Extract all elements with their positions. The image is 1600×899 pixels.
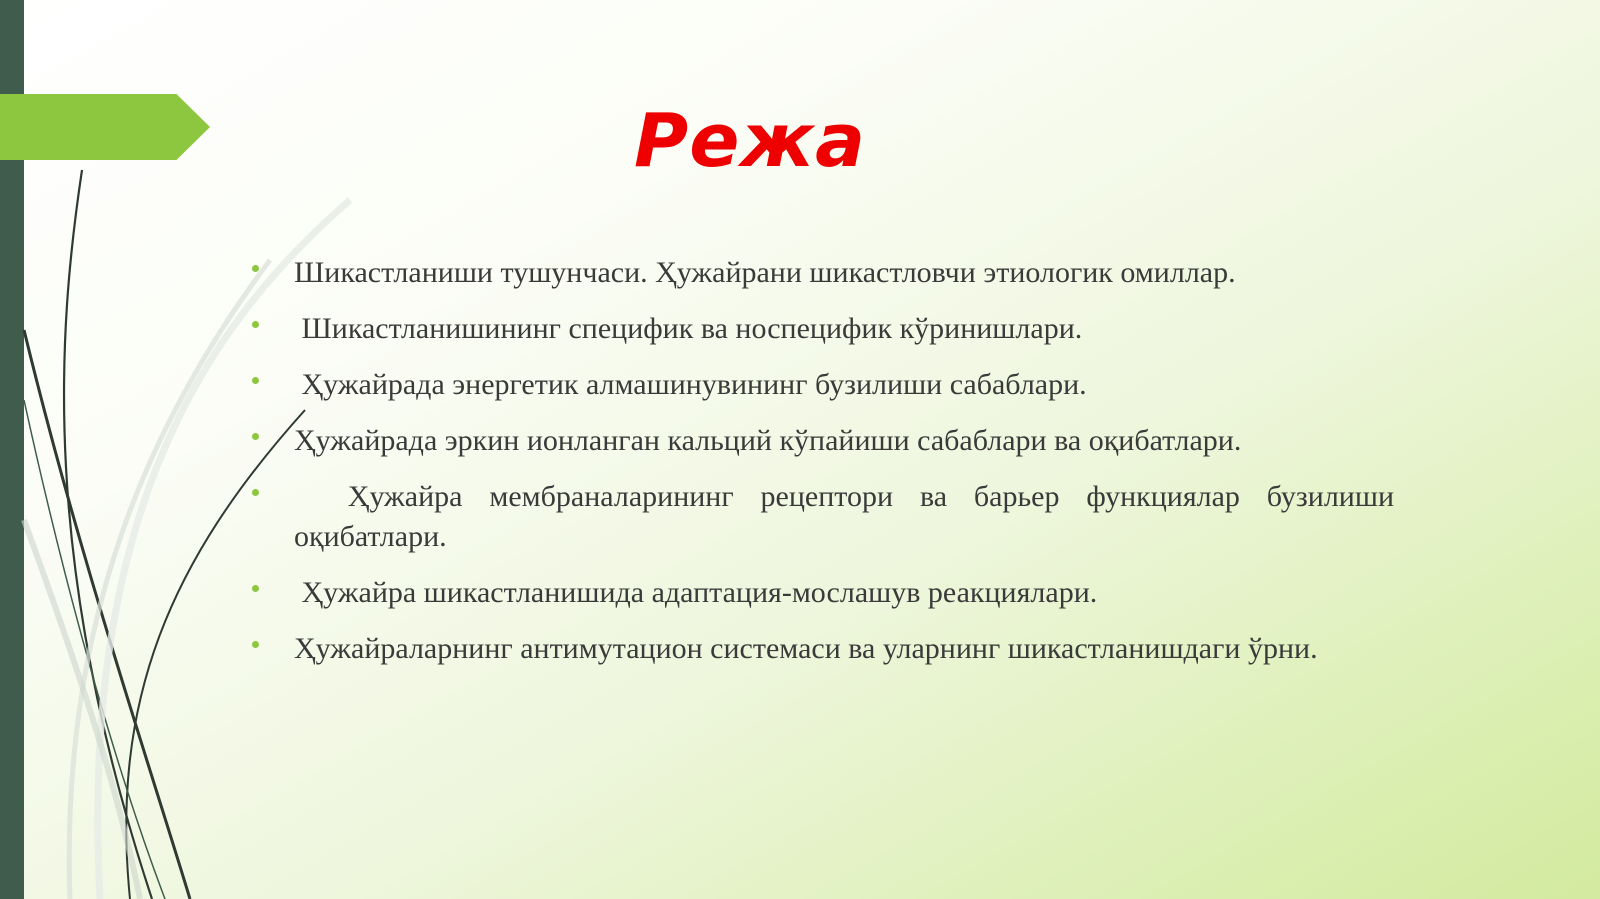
list-item-text: Ҳужайрада энергетик алмашинувининг бузилиши сабаблари. [294, 368, 1087, 401]
green-dot-bullet-icon [252, 641, 259, 648]
list-item-text: Шикастланиши тушунчаси. Ҳужайрани шикастловчи этиологик омиллар. [294, 256, 1236, 289]
list-item-text: Ҳужайра шикастланишида адаптация-мослашув реакциялари. [294, 576, 1098, 609]
list-item [252, 309, 1394, 349]
bullet-list [252, 253, 1402, 685]
list-item [252, 477, 1402, 557]
green-dot-bullet-icon [252, 433, 259, 440]
green-dot-bullet-icon [252, 265, 259, 272]
list-item [252, 629, 1394, 669]
slide-title: Режа [634, 98, 866, 184]
list-item [252, 421, 1394, 461]
list-item-text: Ҳужайраларнинг антимутацион системаси ва уларнинг шикастланишдаги ўрни. [294, 632, 1318, 665]
green-dot-bullet-icon [252, 489, 259, 496]
green-dot-bullet-icon [252, 321, 259, 328]
list-item [252, 573, 1394, 613]
green-dot-bullet-icon [252, 377, 259, 384]
green-dot-bullet-icon [252, 585, 259, 592]
list-item-text: Ҳужайра мембраналарининг рецептори ва барьер функциялар бузилиши оқибатлари. [294, 480, 1402, 553]
list-item-text: Ҳужайрада эркин ионланган кальций кўпайиши сабаблари ва оқибатлари. [294, 424, 1242, 457]
list-item [252, 253, 1394, 293]
list-item-text: Шикастланишининг специфик ва носпецифик кўринишлари. [294, 312, 1083, 345]
list-item [252, 365, 1394, 405]
